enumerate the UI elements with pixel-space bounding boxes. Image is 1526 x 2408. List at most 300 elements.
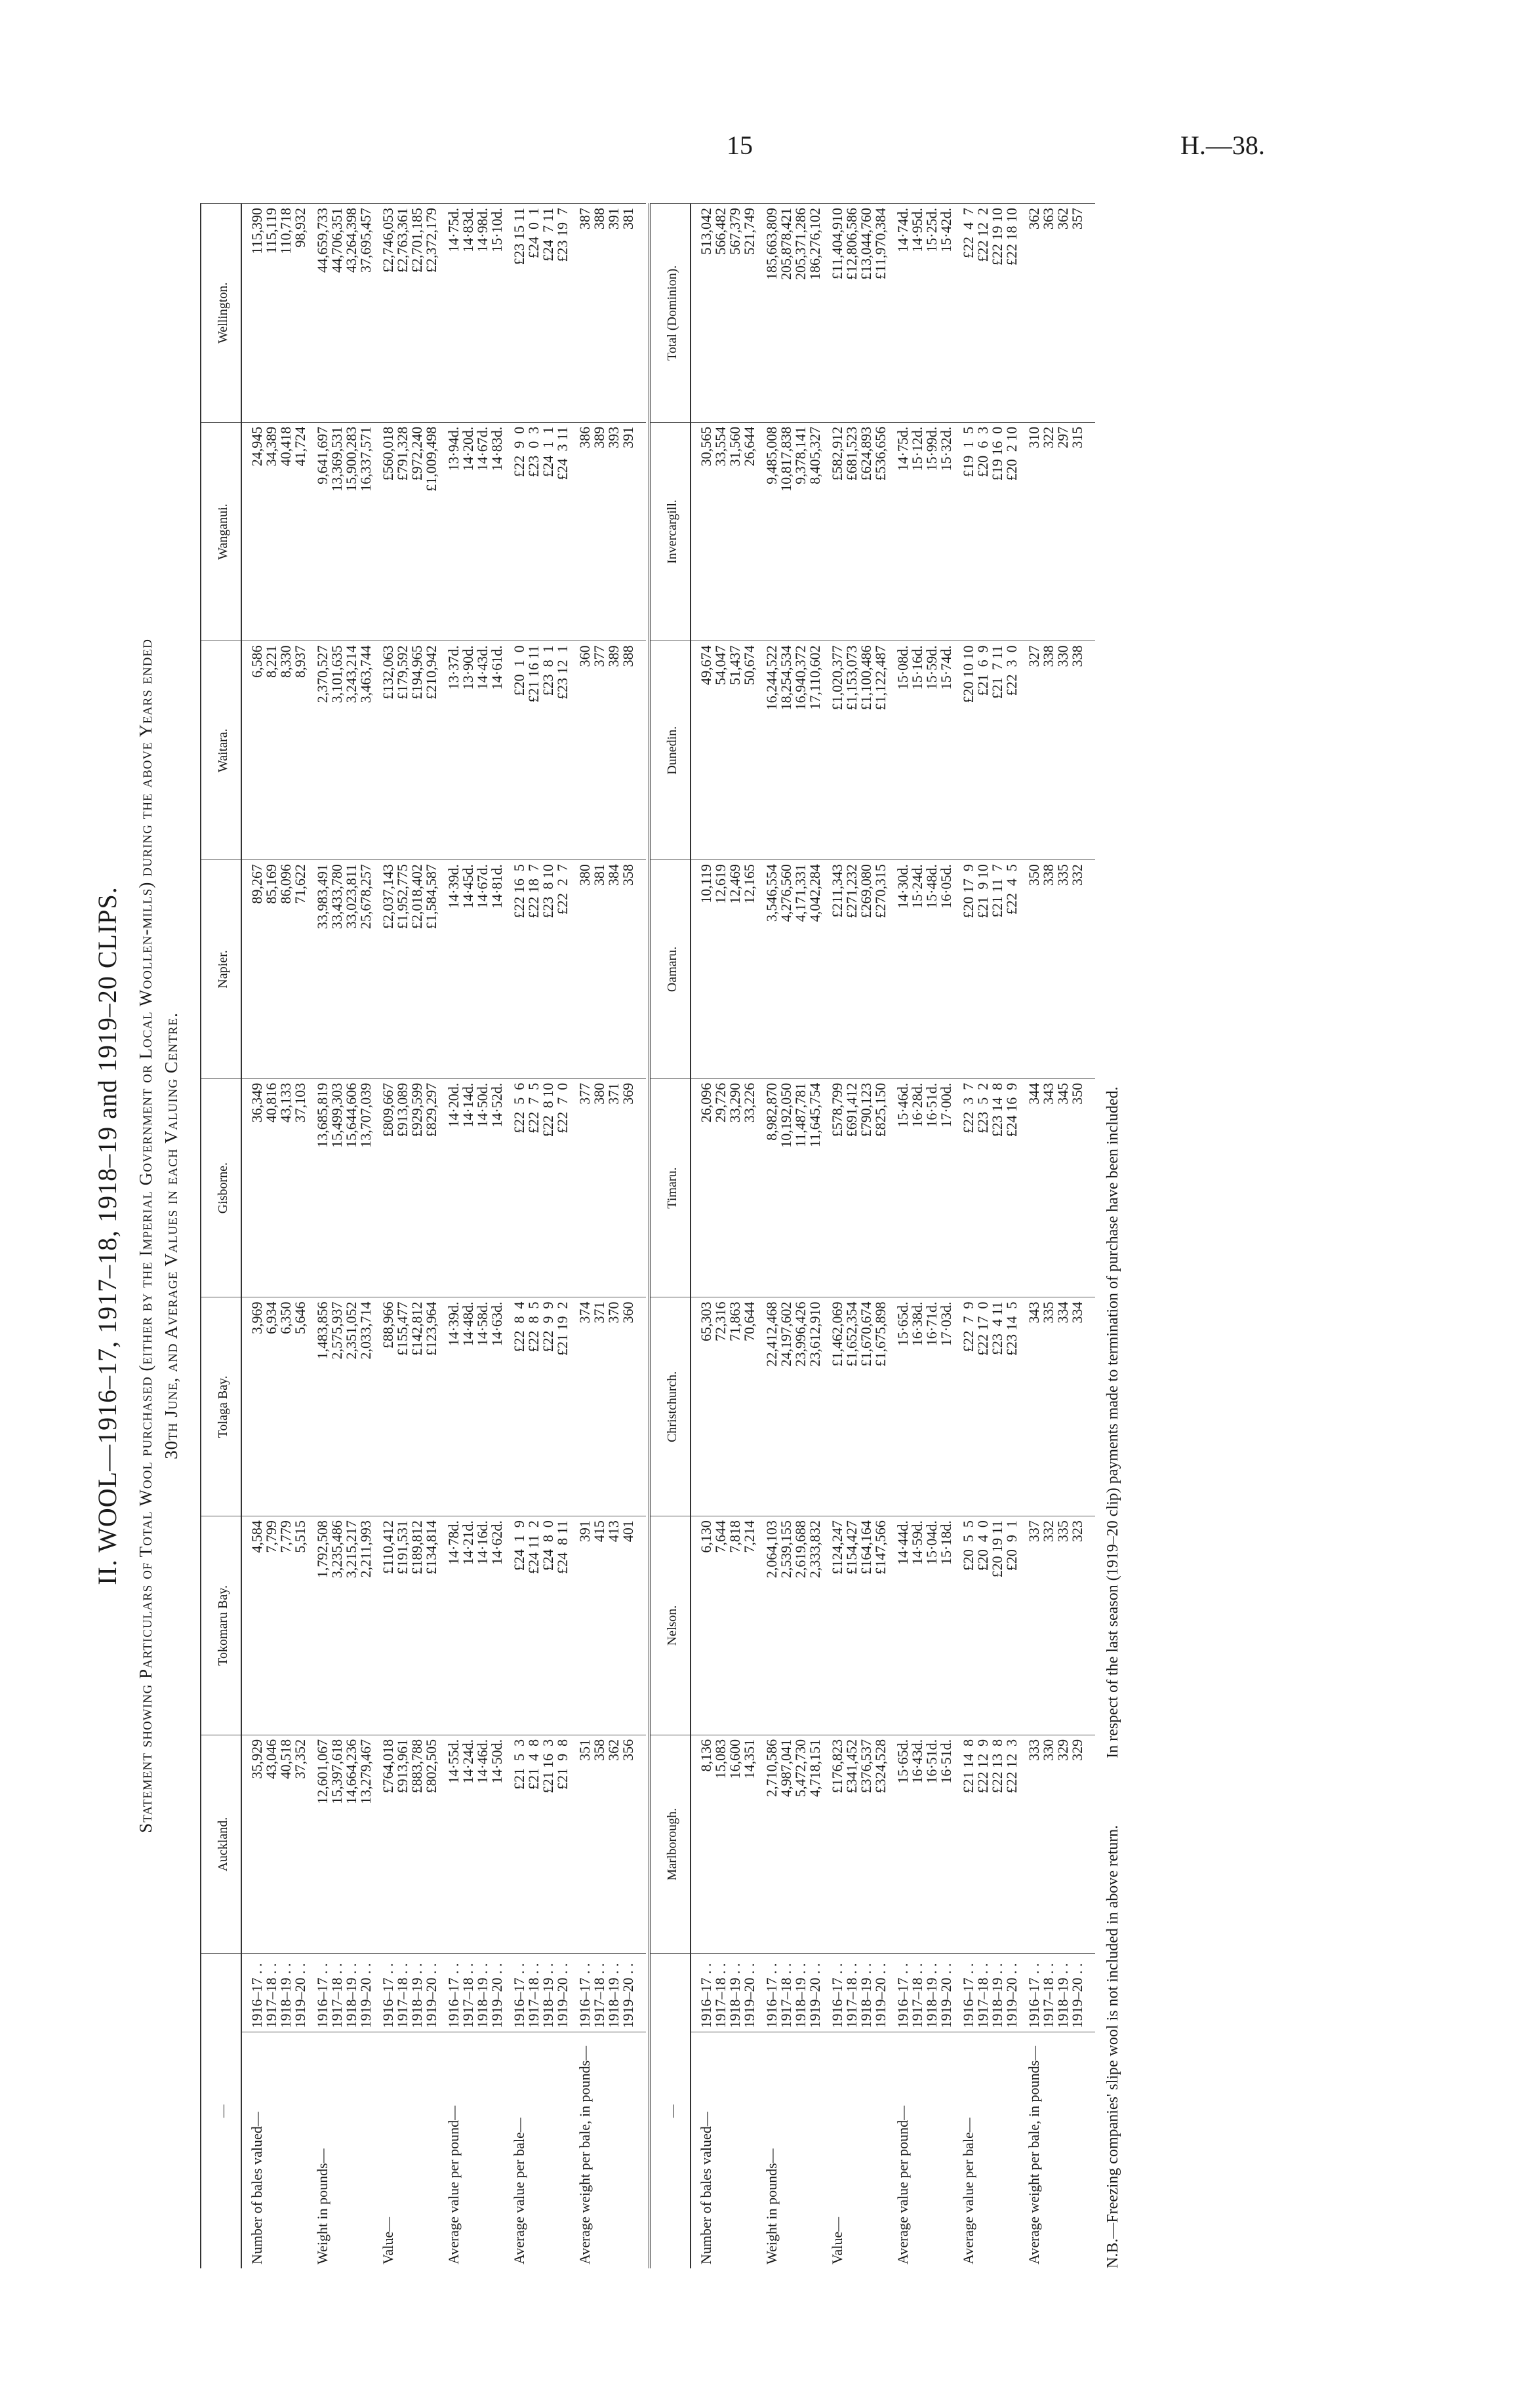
table-cell: 72,316 [713, 1297, 728, 1516]
table-cell: £2,701,185 [410, 204, 424, 423]
table-cell: 377 [570, 1078, 592, 1297]
table-cell: 40,418 [279, 422, 293, 641]
table-cell: 2,370,527 [308, 641, 330, 860]
table-cell: 332 [1070, 860, 1095, 1079]
table-cell: 9,378,141 [793, 422, 808, 641]
table-cell: £22 7 5 [527, 1078, 541, 1297]
table-cell: 115,390 [241, 204, 264, 423]
table-cell: 15·25d. [925, 204, 939, 423]
table-cell: 3,463,744 [359, 641, 373, 860]
table-cell: 12,469 [728, 860, 742, 1079]
table-cell: 23,612,910 [808, 1297, 822, 1516]
table-row [822, 204, 845, 2269]
table-cell: 23,996,426 [793, 1297, 808, 1516]
table-cell: 14·83d. [461, 204, 475, 423]
table-cell: 5,515 [293, 1516, 308, 1735]
table-cell: £21 14 8 [954, 1735, 976, 1954]
year-cell: 1917–18 . . [1041, 1954, 1056, 2032]
table-cell: 391 [570, 1516, 592, 1735]
row-label: Average value per bale— [954, 2032, 976, 2268]
table-row [439, 204, 461, 2269]
table-cell: £22 3 7 [954, 1078, 976, 1297]
table-cell: 332 [1041, 1516, 1056, 1735]
table-cell: 17·03d. [939, 1297, 954, 1516]
subtitle-line-2: 30th June, and Average Values in each Valuing Centre. [161, 1012, 182, 1459]
column-header: Waitara. [201, 641, 241, 860]
table-cell: 6,934 [264, 1297, 279, 1516]
table-cell: 380 [592, 1078, 607, 1297]
table-cell: 362 [607, 1735, 621, 1954]
column-header: Marlborough. [650, 1735, 691, 1954]
row-label [779, 2032, 793, 2268]
row-label [541, 2032, 555, 2268]
table-cell: £324,528 [873, 1735, 888, 1954]
table-cell: 384 [607, 860, 621, 1079]
table-cell: 70,644 [742, 1297, 757, 1516]
table-row [475, 204, 490, 2269]
table-cell: 327 [1019, 641, 1041, 860]
row-label [424, 2032, 439, 2268]
table-cell: £22 2 7 [555, 860, 570, 1079]
row-label [793, 2032, 808, 2268]
table-row [691, 204, 713, 2269]
footnotes [1104, 203, 1122, 2268]
year-cell: 1917–18 . . [845, 1954, 859, 2032]
table-cell: 350 [1070, 1078, 1095, 1297]
table-cell: 2,033,714 [359, 1297, 373, 1516]
table-cell: £1,652,354 [845, 1297, 859, 1516]
table-row [373, 204, 395, 2269]
table-cell: 386 [570, 422, 592, 641]
table-cell: 14·63d. [490, 1297, 504, 1516]
row-label [330, 2032, 344, 2268]
table-cell: 338 [1070, 641, 1095, 860]
table-row [527, 204, 541, 2269]
table-cell: 14·46d. [475, 1735, 490, 1954]
table-cell: 15·10d. [490, 204, 504, 423]
row-label [1041, 2032, 1056, 2268]
year-cell: 1917–18 . . [713, 1954, 728, 2032]
table-cell: 26,096 [691, 1078, 713, 1297]
table-cell: 322 [1041, 422, 1056, 641]
table-cell: 35,929 [241, 1735, 264, 1954]
table-cell: 33,433,780 [330, 860, 344, 1079]
rotated-content [92, 203, 1410, 2268]
year-cell: 1918–19 . . [344, 1954, 359, 2032]
row-label [461, 2032, 475, 2268]
table-cell: 14·75d. [888, 422, 910, 641]
table-cell: 387 [570, 204, 592, 423]
table-cell: £829,297 [424, 1078, 439, 1297]
table-cell: 14·62d. [490, 1516, 504, 1735]
table-cell: 15·99d. [925, 422, 939, 641]
table-cell: £22 12 2 [976, 204, 990, 423]
table-cell: 89,267 [241, 860, 264, 1079]
year-cell: 1918–19 . . [859, 1954, 873, 2032]
table-cell: 2,619,688 [793, 1516, 808, 1735]
table-cell: £155,477 [395, 1297, 410, 1516]
table-cell: £582,912 [822, 422, 845, 641]
table-cell: 37,695,457 [359, 204, 373, 423]
year-cell: 1919–20 . . [1005, 1954, 1019, 2032]
table-cell: 15,083 [713, 1735, 728, 1954]
table-cell: £23 15 11 [504, 204, 527, 423]
table-cell: 4,042,284 [808, 860, 822, 1079]
table-cell: 15·18d. [939, 1516, 954, 1735]
table-cell: £21 9 8 [555, 1735, 570, 1954]
row-label [1056, 2032, 1070, 2268]
table-row [713, 204, 728, 2269]
table-cell: £24 8 11 [555, 1516, 570, 1735]
table-cell: 14·21d. [461, 1516, 475, 1735]
table-row [888, 204, 910, 2269]
year-cell: 1916–17 . . [241, 1954, 264, 2032]
column-header: Nelson. [650, 1516, 691, 1735]
row-label: Average value per bale— [504, 2032, 527, 2268]
table-cell: £179,592 [395, 641, 410, 860]
table-cell: £341,452 [845, 1735, 859, 1954]
table-cell: £154,427 [845, 1516, 859, 1735]
table-cell: 13·37d. [439, 641, 461, 860]
table-cell: £110,412 [373, 1516, 395, 1735]
table-cell: 315 [1070, 422, 1095, 641]
table-cell: £23 5 2 [976, 1078, 990, 1297]
table-cell: £1,584,587 [424, 860, 439, 1079]
table-cell: 4,718,151 [808, 1735, 822, 1954]
header-blank: — [650, 1954, 691, 2268]
table-cell: 374 [570, 1297, 592, 1516]
column-header: Gisborne. [201, 1078, 241, 1297]
table-cell: £22 8 5 [527, 1297, 541, 1516]
year-cell: 1919–20 . . [808, 1954, 822, 2032]
year-cell: 1916–17 . . [570, 1954, 592, 2032]
table-cell: 358 [592, 1735, 607, 1954]
table-cell: 71,622 [293, 860, 308, 1079]
table-row [359, 204, 373, 2269]
table-cell: £1,100,486 [859, 641, 873, 860]
column-header: Dunedin. [650, 641, 691, 860]
table-cell: 15·65d. [888, 1735, 910, 1954]
table-cell: 356 [621, 1735, 646, 1954]
table-cell: 6,350 [279, 1297, 293, 1516]
row-label [728, 2032, 742, 2268]
year-cell: 1916–17 . . [888, 1954, 910, 2032]
table-cell: £23 14 8 [990, 1078, 1005, 1297]
table-cell: £23 12 1 [555, 641, 570, 860]
table-cell: £20 2 10 [1005, 422, 1019, 641]
table-cell: 334 [1070, 1297, 1095, 1516]
table-cell: 14·59d. [910, 1516, 925, 1735]
table-cell: 358 [621, 860, 646, 1079]
table-row [308, 204, 330, 2269]
table-cell: £376,537 [859, 1735, 873, 1954]
table-cell: 337 [1019, 1516, 1041, 1735]
table-cell: £123,964 [424, 1297, 439, 1516]
table-row [504, 204, 527, 2269]
column-header: Napier. [201, 860, 241, 1079]
table-cell: 15,499,303 [330, 1078, 344, 1297]
year-cell: 1919–20 . . [359, 1954, 373, 2032]
table-cell: £22 7 0 [555, 1078, 570, 1297]
wool-table-south [649, 203, 1095, 2268]
row-label [713, 2032, 728, 2268]
table-cell: 13,279,467 [359, 1735, 373, 1954]
row-label [976, 2032, 990, 2268]
table-cell: 14·55d. [439, 1735, 461, 1954]
row-label [873, 2032, 888, 2268]
table-cell: 49,674 [691, 641, 713, 860]
year-cell: 1916–17 . . [308, 1954, 330, 2032]
table-cell: 33,554 [713, 422, 728, 641]
table-row [779, 204, 793, 2269]
table-row [954, 204, 976, 2269]
table-cell: 343 [1019, 1297, 1041, 1516]
table-cell: 13,685,819 [308, 1078, 330, 1297]
table-cell: £23 19 7 [555, 204, 570, 423]
table-cell: 24,945 [241, 422, 264, 641]
year-cell: 1917–18 . . [527, 1954, 541, 2032]
table-row [293, 204, 308, 2269]
table-cell: 393 [607, 422, 621, 641]
table-cell: £134,814 [424, 1516, 439, 1735]
column-header: Timaru. [650, 1078, 691, 1297]
table-cell: 16·28d. [910, 1078, 925, 1297]
table-cell: £22 3 0 [1005, 641, 1019, 860]
table-cell: £24 1 1 [541, 422, 555, 641]
row-label: Weight in pounds— [757, 2032, 779, 2268]
year-cell: 1918–19 . . [475, 1954, 490, 2032]
table-cell: 6,586 [241, 641, 264, 860]
table-cell: 14,664,236 [344, 1735, 359, 1954]
year-cell: 1919–20 . . [490, 1954, 504, 2032]
table-cell: 14·20d. [439, 1078, 461, 1297]
table-cell: £24 7 11 [541, 204, 555, 423]
table-cell: 389 [607, 641, 621, 860]
table-cell: 16,600 [728, 1735, 742, 1954]
table-cell: £20 5 5 [954, 1516, 976, 1735]
table-row [241, 204, 264, 2269]
table-cell: 344 [1019, 1078, 1041, 1297]
table-cell: 10,119 [691, 860, 713, 1079]
table-cell: £883,788 [410, 1735, 424, 1954]
table-cell: 33,983,491 [308, 860, 330, 1079]
table-cell: £22 12 3 [1005, 1735, 1019, 1954]
table-row [490, 204, 504, 2269]
year-cell: 1919–20 . . [742, 1954, 757, 2032]
row-label [742, 2032, 757, 2268]
table-cell: £1,670,674 [859, 1297, 873, 1516]
table-cell: £560,018 [373, 422, 395, 641]
table-cell: 44,659,733 [308, 204, 330, 423]
table-cell: £2,037,143 [373, 860, 395, 1079]
table-cell: £20 6 3 [976, 422, 990, 641]
row-label [592, 2032, 607, 2268]
table-cell: 3,215,217 [344, 1516, 359, 1735]
year-cell: 1917–18 . . [264, 1954, 279, 2032]
table-cell: 16·43d. [910, 1735, 925, 1954]
table-cell: £20 1 0 [504, 641, 527, 860]
row-label [910, 2032, 925, 2268]
table-cell: £1,122,487 [873, 641, 888, 860]
table-cell: £22 4 7 [954, 204, 976, 423]
table-cell: 16·71d. [925, 1297, 939, 1516]
column-header: Invercargill. [650, 422, 691, 641]
table-cell: 15,900,283 [344, 422, 359, 641]
row-label [939, 2032, 954, 2268]
table-cell: 37,103 [293, 1078, 308, 1297]
table-row [344, 204, 359, 2269]
table-cell: £20 10 10 [954, 641, 976, 860]
table-cell: £211,343 [822, 860, 845, 1079]
table-cell: 6,130 [691, 1516, 713, 1735]
table-cell: 12,601,067 [308, 1735, 330, 1954]
table-row [541, 204, 555, 2269]
table-cell: 391 [607, 204, 621, 423]
table-cell: 2,539,155 [779, 1516, 793, 1735]
table-cell: 3,969 [241, 1297, 264, 1516]
row-label: Number of bales valued— [691, 2032, 713, 2268]
year-cell: 1917–18 . . [330, 1954, 344, 2032]
table-cell: £189,812 [410, 1516, 424, 1735]
table-cell: 2,333,832 [808, 1516, 822, 1735]
table-cell: 54,047 [713, 641, 728, 860]
table-cell: 2,575,937 [330, 1297, 344, 1516]
table-cell: 13,707,039 [359, 1078, 373, 1297]
year-cell: 1919–20 . . [293, 1954, 308, 2032]
table-cell: 1,792,508 [308, 1516, 330, 1735]
table-cell: £22 4 5 [1005, 860, 1019, 1079]
year-cell: 1916–17 . . [954, 1954, 976, 2032]
table-cell: 4,276,560 [779, 860, 793, 1079]
table-cell: £271,232 [845, 860, 859, 1079]
column-header: Tolaga Bay. [201, 1297, 241, 1516]
table-cell: £2,018,402 [410, 860, 424, 1079]
table-cell: £624,893 [859, 422, 873, 641]
table-cell: 51,437 [728, 641, 742, 860]
table-cell: £124,247 [822, 1516, 845, 1735]
table-cell: 329 [1056, 1735, 1070, 1954]
table-cell: £22 7 9 [954, 1297, 976, 1516]
table-cell: 50,674 [742, 641, 757, 860]
table-row [395, 204, 410, 2269]
table-cell: 110,718 [279, 204, 293, 423]
table-cell: 335 [1056, 1516, 1070, 1735]
table-cell: 36,349 [241, 1078, 264, 1297]
table-cell: £21 6 9 [976, 641, 990, 860]
table-cell: £1,675,898 [873, 1297, 888, 1516]
row-label [264, 2032, 279, 2268]
table-cell: 388 [592, 204, 607, 423]
table-row [607, 204, 621, 2269]
year-cell: 1916–17 . . [1019, 1954, 1041, 2032]
table-cell: £11,970,384 [873, 204, 888, 423]
table-cell: 2,064,103 [757, 1516, 779, 1735]
table-cell: £23 14 5 [1005, 1297, 1019, 1516]
row-label: Value— [822, 2032, 845, 2268]
table-row [873, 204, 888, 2269]
table-cell: 377 [592, 641, 607, 860]
table-cell: 15·48d. [925, 860, 939, 1079]
table-cell: 15·16d. [910, 641, 925, 860]
table-cell: £23 4 11 [990, 1297, 1005, 1516]
table-cell: 43,264,398 [344, 204, 359, 423]
table-cell: 14·30d. [888, 860, 910, 1079]
table-row [330, 204, 344, 2269]
table-cell: £578,799 [822, 1078, 845, 1297]
table-cell: 362 [1019, 204, 1041, 423]
table-cell: 31,560 [728, 422, 742, 641]
table-cell: 369 [621, 1078, 646, 1297]
table-cell: 12,165 [742, 860, 757, 1079]
row-label [279, 2032, 293, 2268]
row-label [410, 2032, 424, 2268]
footnote-payments: In respect of the last season (1919–20 clip) payments made to termination of purchase have been included. [1104, 1086, 1122, 1758]
table-cell: 15·74d. [939, 641, 954, 860]
table-cell: 14·48d. [461, 1297, 475, 1516]
table-cell: 14·44d. [888, 1516, 910, 1735]
table-cell: £24 16 9 [1005, 1078, 1019, 1297]
table-cell: £2,763,361 [395, 204, 410, 423]
year-cell: 1917–18 . . [461, 1954, 475, 2032]
table-cell: 360 [621, 1297, 646, 1516]
table-row [728, 204, 742, 2269]
table-cell: 14·67d. [475, 860, 490, 1079]
table-row [910, 204, 925, 2269]
table-cell: 26,644 [742, 422, 757, 641]
row-label: Average value per pound— [888, 2032, 910, 2268]
table-cell: 4,584 [241, 1516, 264, 1735]
table-cell: 14·14d. [461, 1078, 475, 1297]
table-cell: £269,080 [859, 860, 873, 1079]
table-cell: 15·24d. [910, 860, 925, 1079]
table-row [461, 204, 475, 2269]
table-cell: 14·39d. [439, 1297, 461, 1516]
table-cell: 15·32d. [939, 422, 954, 641]
table-cell: 15,397,618 [330, 1735, 344, 1954]
table-cell: 357 [1070, 204, 1095, 423]
table-cell: 205,371,286 [793, 204, 808, 423]
table-row [424, 204, 439, 2269]
table-cell: 513,042 [691, 204, 713, 423]
footnote-slipe: N.B.—Freezing companies' slipe wool is not included in above return. [1104, 1825, 1122, 2268]
table-cell: £19 1 5 [954, 422, 976, 641]
table-row [1056, 204, 1070, 2269]
table-cell: £1,462,069 [822, 1297, 845, 1516]
table-cell: 14·16d. [475, 1516, 490, 1735]
row-label [1070, 2032, 1095, 2268]
row-label: Average value per pound— [439, 2032, 461, 2268]
table-cell: 8,330 [279, 641, 293, 860]
table-cell: 16·51d. [939, 1735, 954, 1954]
row-label [845, 2032, 859, 2268]
page-title: II. WOOL—1916–17, 1917–18, 1918–19 and 1919–20 CLIPS. [92, 886, 122, 1585]
row-label [293, 2032, 308, 2268]
year-cell: 1918–19 . . [607, 1954, 621, 2032]
table-cell: 2,710,586 [757, 1735, 779, 1954]
table-cell: 8,937 [293, 641, 308, 860]
row-label [808, 2032, 822, 2268]
table-cell: 30,565 [691, 422, 713, 641]
table-cell: £1,153,073 [845, 641, 859, 860]
table-cell: 11,645,754 [808, 1078, 822, 1297]
table-cell: 17·00d. [939, 1078, 954, 1297]
year-cell: 1919–20 . . [424, 1954, 439, 2032]
year-cell: 1917–18 . . [976, 1954, 990, 2032]
table-cell: 1,483,856 [308, 1297, 330, 1516]
year-cell: 1918–19 . . [728, 1954, 742, 2032]
table-cell: 37,352 [293, 1735, 308, 1954]
table-cell: 16,337,571 [359, 422, 373, 641]
